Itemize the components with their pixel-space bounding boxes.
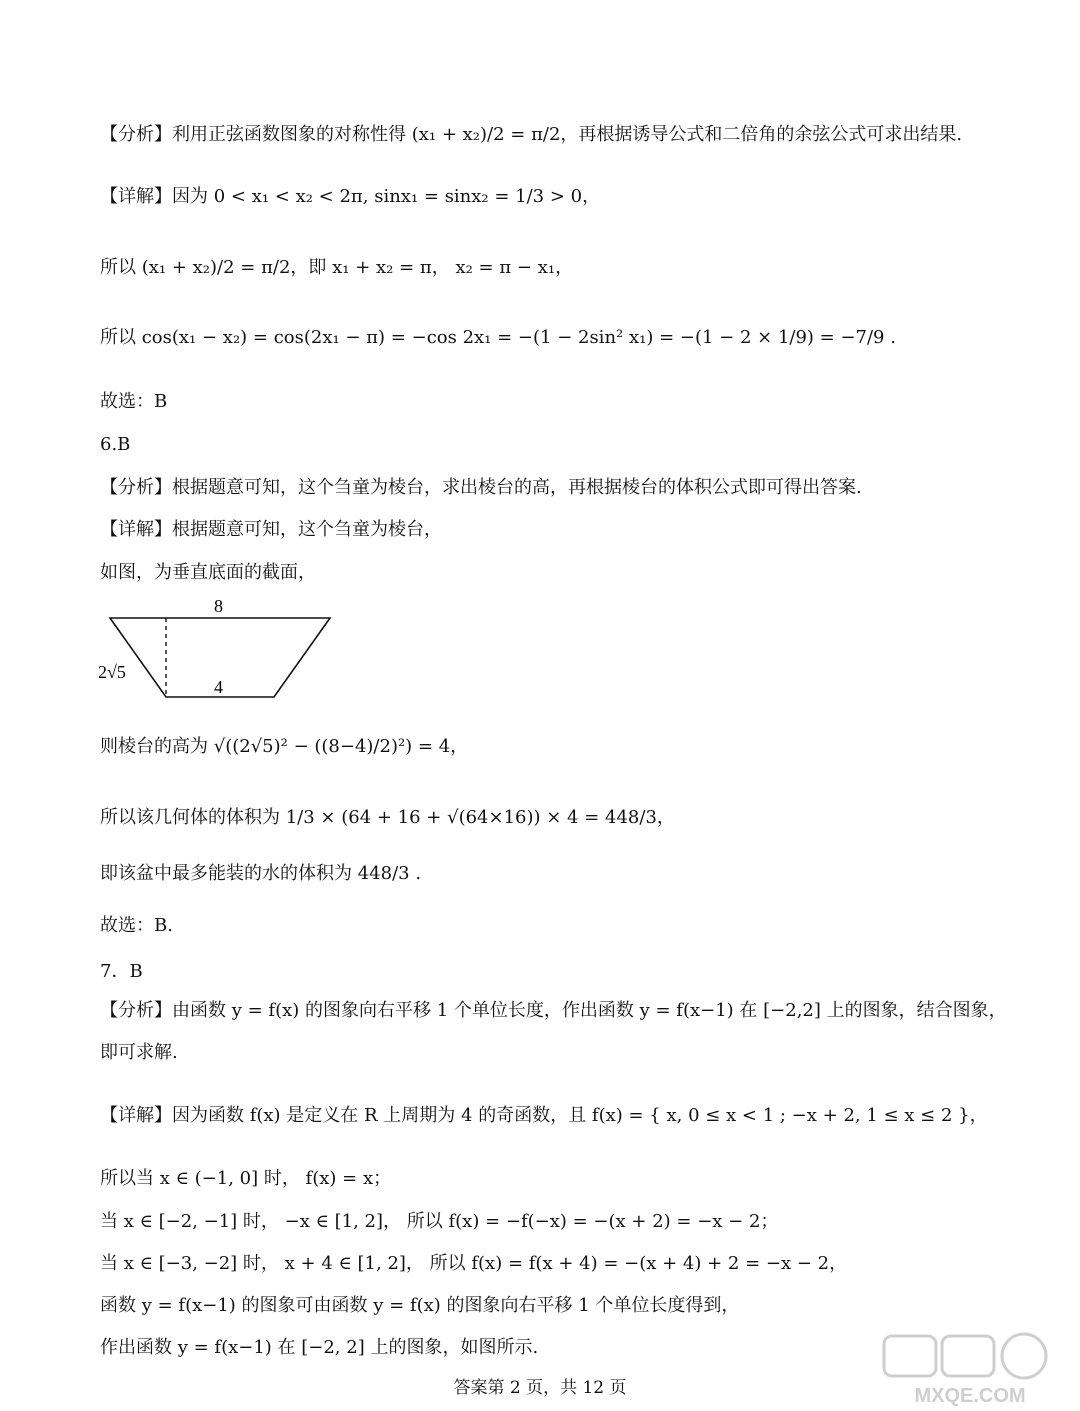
sec5-step2: 所以 cos(x₁ − x₂) = cos(2x₁ − π) = −cos 2x₁ = −(1 − 2sin² x₁) = −(1 − 2 × 1/9) = −7/9 . <box>100 327 896 348</box>
watermark-logo <box>880 1330 1060 1408</box>
sec6-volume: 所以该几何体的体积为 1/3 × (64 + 16 + √(64×16)) × 4 = 448/3， <box>100 807 675 828</box>
sec5-step1: 所以 (x₁ + x₂)/2 = π/2，即 x₁ + x₂ = π， x₂ = π − x₁， <box>100 257 574 278</box>
sec6-height: 则棱台的高为 √((2√5)² − ((8−4)/2)²) = 4， <box>100 736 469 757</box>
sec7-heading: 7．B <box>100 961 143 982</box>
sec6-water: 即该盆中最多能装的水的体积为 448/3 . <box>100 863 422 884</box>
sec6-figure-intro: 如图，为垂直底面的截面， <box>100 562 316 583</box>
watermark-box-1 <box>884 1336 936 1376</box>
sec6-answer: 故选：B. <box>100 915 173 936</box>
sec7-line-2: 当 x ∈ [−2, −1] 时， −x ∈ [1, 2]， 所以 f(x) = −f(−x) = −(x + 2) = −x − 2； <box>100 1211 779 1232</box>
sec6-detail: 【详解】根据题意可知，这个刍童为棱台， <box>100 519 442 540</box>
top-base-label: 8 <box>214 596 223 616</box>
watermark-text: MXQE.COM <box>914 1385 1026 1407</box>
bottom-base-label: 4 <box>214 677 223 697</box>
watermark-box-2 <box>942 1336 994 1376</box>
sec7-detail: 【详解】因为函数 f(x) 是定义在 R 上周期为 4 的奇函数，且 f(x) = { x, 0 ≤ x < 1 ; −x + 2, 1 ≤ x ≤ 2 }， <box>100 1105 988 1126</box>
sec6-analysis: 【分析】根据题意可知，这个刍童为棱台，求出棱台的高，再根据棱台的体积公式即可得出答案. <box>100 477 862 498</box>
sec7-analysis-1: 【分析】由函数 y = f(x) 的图象向右平移 1 个单位长度，作出函数 y = f(x−1) 在 [−2,2] 上的图象，结合图象， <box>100 1000 1007 1021</box>
trapezoid-cross-section-figure <box>96 590 346 702</box>
watermark-circle <box>1002 1334 1046 1378</box>
sec7-line-5: 作出函数 y = f(x−1) 在 [−2, 2] 上的图象，如图所示. <box>100 1337 539 1358</box>
side-length-label: 2√5 <box>98 662 126 682</box>
sec5-analysis: 【分析】利用正弦函数图象的对称性得 (x₁ + x₂)/2 = π/2，再根据诱导公式和二倍角的余弦公式可求出结果. <box>100 124 963 145</box>
page-footer: 答案第 2 页，共 12 页 <box>453 1378 627 1398</box>
sec7-line-4: 函数 y = f(x−1) 的图象可由函数 y = f(x) 的图象向右平移 1 个单位长度得到， <box>100 1295 740 1316</box>
sec6-heading: 6.B <box>100 434 131 455</box>
sec7-line-3: 当 x ∈ [−3, −2] 时， x + 4 ∈ [1, 2]， 所以 f(x) = f(x + 4) = −(x + 4) + 2 = −x − 2， <box>100 1253 848 1274</box>
sec7-analysis-2: 即可求解. <box>100 1042 178 1063</box>
sec5-detail: 【详解】因为 0 < x₁ < x₂ < 2π, sinx₁ = sinx₂ = 1/3 > 0， <box>100 186 601 207</box>
sec5-answer: 故选：B <box>100 391 168 412</box>
sec7-line-1: 所以当 x ∈ (−1, 0] 时， f(x) = x； <box>100 1168 392 1189</box>
